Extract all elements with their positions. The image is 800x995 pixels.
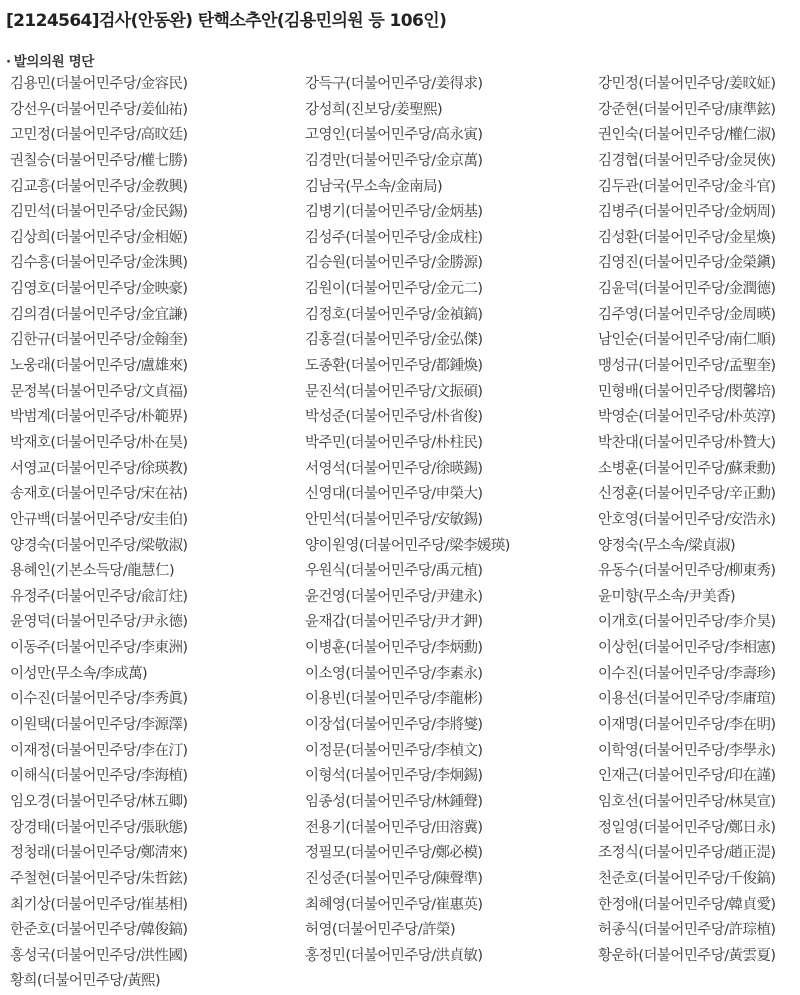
member-item: 주철현(더불어민주당/朱哲鉉) <box>10 870 188 887</box>
member-item: 김경협(더불어민주당/金炅俠) <box>598 152 776 169</box>
member-item: 안민석(더불어민주당/安敏錫) <box>305 511 483 528</box>
member-item: 소병훈(더불어민주당/蘇秉勳) <box>598 460 776 477</box>
member-item: 이원택(더불어민주당/李源澤) <box>10 717 188 734</box>
member-item: 김의겸(더불어민주당/金宜謙) <box>10 306 188 323</box>
member-item: 김성환(더불어민주당/金星煥) <box>598 229 776 246</box>
member-item: 김수흥(더불어민주당/金洙興) <box>10 255 188 272</box>
member-item: 이장섭(더불어민주당/李將燮) <box>305 717 483 734</box>
member-item: 안규백(더불어민주당/安圭伯) <box>10 511 188 528</box>
member-item: 한준호(더불어민주당/韓俊鎬) <box>10 922 188 939</box>
member-item: 이성만(무소속/李成萬) <box>10 665 148 682</box>
member-item: 장경태(더불어민주당/張耿態) <box>10 819 188 836</box>
member-item: 김한규(더불어민주당/金翰奎) <box>10 332 188 349</box>
member-item: 문정복(더불어민주당/文貞福) <box>10 383 188 400</box>
member-item: 이용빈(더불어민주당/李龍彬) <box>305 691 483 708</box>
member-item: 허종식(더불어민주당/許琮植) <box>598 922 776 939</box>
member-item: 권인숙(더불어민주당/權仁淑) <box>598 127 776 144</box>
member-item: 김상희(더불어민주당/金相姬) <box>10 229 188 246</box>
member-item: 이재명(더불어민주당/李在明) <box>598 717 776 734</box>
member-item: 최기상(더불어민주당/崔基相) <box>10 896 188 913</box>
member-item: 신정훈(더불어민주당/辛正勳) <box>598 486 776 503</box>
member-item: 이수진(더불어민주당/李壽珍) <box>598 665 776 682</box>
member-item: 박주민(더불어민주당/朴柱民) <box>305 434 483 451</box>
member-item: 도종환(더불어민주당/都鍾煥) <box>305 358 483 375</box>
member-item: 우원식(더불어민주당/禹元植) <box>305 563 483 580</box>
section-heading <box>6 50 94 70</box>
section-heading-label: 발의의원 명단 <box>13 54 94 70</box>
member-item: 김민석(더불어민주당/金民錫) <box>10 204 188 221</box>
member-item: 김경만(더불어민주당/金京萬) <box>305 152 483 169</box>
member-item: 용혜인(기본소득당/龍慧仁) <box>10 563 175 580</box>
member-item: 이소영(더불어민주당/李素永) <box>305 665 483 682</box>
member-item: 이용선(더불어민주당/李庸瑄) <box>598 691 776 708</box>
member-item: 양정숙(무소속/梁貞淑) <box>598 537 736 554</box>
member-item: 임오경(더불어민주당/林五卿) <box>10 793 188 810</box>
member-item: 김윤덕(더불어민주당/金潤德) <box>598 281 776 298</box>
member-item: 김영호(더불어민주당/金映豪) <box>10 281 188 298</box>
member-item: 송재호(더불어민주당/宋在祜) <box>10 486 188 503</box>
member-item: 박재호(더불어민주당/朴在昊) <box>10 434 188 451</box>
member-item: 박찬대(더불어민주당/朴贊大) <box>598 434 776 451</box>
member-item: 강준현(더불어민주당/康準鉉) <box>598 101 776 118</box>
member-item: 고영인(더불어민주당/高永寅) <box>305 127 483 144</box>
member-item: 김남국(무소속/金南局) <box>305 178 443 195</box>
member-item: 권칠승(더불어민주당/權七勝) <box>10 152 188 169</box>
member-item: 이정문(더불어민주당/李楨文) <box>305 742 483 759</box>
member-item: 양이원영(더불어민주당/梁李媛瑛) <box>305 537 510 554</box>
member-item: 강성희(진보당/姜聖熙) <box>305 101 443 118</box>
member-item: 박범계(더불어민주당/朴範界) <box>10 409 188 426</box>
member-item: 박영순(더불어민주당/朴英淳) <box>598 409 776 426</box>
member-item: 이해식(더불어민주당/李海植) <box>10 768 188 785</box>
member-item: 윤영덕(더불어민주당/尹永德) <box>10 614 188 631</box>
member-item: 김정호(더불어민주당/金禎鎬) <box>305 306 483 323</box>
member-item: 강선우(더불어민주당/姜仙祐) <box>10 101 188 118</box>
member-item: 홍정민(더불어민주당/洪貞敏) <box>305 947 483 964</box>
member-item: 김병주(더불어민주당/金炳周) <box>598 204 776 221</box>
member-item: 박성준(더불어민주당/朴省俊) <box>305 409 483 426</box>
member-item: 이학영(더불어민주당/李學永) <box>598 742 776 759</box>
member-item: 전용기(더불어민주당/田溶冀) <box>305 819 483 836</box>
member-item: 양경숙(더불어민주당/梁敬淑) <box>10 537 188 554</box>
member-item: 문진석(더불어민주당/文振碩) <box>305 383 483 400</box>
member-item: 황운하(더불어민주당/黃雲夏) <box>598 947 776 964</box>
member-item: 김주영(더불어민주당/金周暎) <box>598 306 776 323</box>
member-item: 이재정(더불어민주당/李在汀) <box>10 742 188 759</box>
member-item: 김교흥(더불어민주당/金敎興) <box>10 178 188 195</box>
member-item: 맹성규(더불어민주당/孟聖奎) <box>598 358 776 375</box>
member-item: 이병훈(더불어민주당/李炳勳) <box>305 640 483 657</box>
member-item: 이동주(더불어민주당/李東洲) <box>10 640 188 657</box>
member-item: 김성주(더불어민주당/金成柱) <box>305 229 483 246</box>
member-item: 최혜영(더불어민주당/崔惠英) <box>305 896 483 913</box>
member-item: 고민정(더불어민주당/高旼廷) <box>10 127 188 144</box>
member-item: 김병기(더불어민주당/金炳基) <box>305 204 483 221</box>
member-item: 서영석(더불어민주당/徐暎錫) <box>305 460 483 477</box>
member-item: 정필모(더불어민주당/鄭必模) <box>305 845 483 862</box>
member-item: 서영교(더불어민주당/徐瑛教) <box>10 460 188 477</box>
member-item: 홍성국(더불어민주당/洪性國) <box>10 947 188 964</box>
member-item: 김승원(더불어민주당/金勝源) <box>305 255 483 272</box>
member-item: 임호선(더불어민주당/林昊宣) <box>598 793 776 810</box>
member-item: 노웅래(더불어민주당/盧雄來) <box>10 358 188 375</box>
member-item: 천준호(더불어민주당/千俊鎬) <box>598 870 776 887</box>
member-item: 이개호(더불어민주당/李介昊) <box>598 614 776 631</box>
member-item: 윤미향(무소속/尹美香) <box>598 588 736 605</box>
member-item: 허영(더불어민주당/許榮) <box>305 922 456 939</box>
member-item: 유정주(더불어민주당/兪訂炷) <box>10 588 188 605</box>
member-item: 진성준(더불어민주당/陳聲準) <box>305 870 483 887</box>
member-item: 윤건영(더불어민주당/尹建永) <box>305 588 483 605</box>
member-item: 유동수(더불어민주당/柳東秀) <box>598 563 776 580</box>
member-item: 조정식(더불어민주당/趙正湜) <box>598 845 776 862</box>
member-item: 남인순(더불어민주당/南仁順) <box>598 332 776 349</box>
member-item: 강민정(더불어민주당/姜旼姃) <box>598 76 776 92</box>
member-item: 임종성(더불어민주당/林鍾聲) <box>305 793 483 810</box>
member-item: 인재근(더불어민주당/印在謹) <box>598 768 776 785</box>
member-item: 민형배(더불어민주당/閔馨培) <box>598 383 776 400</box>
member-item: 윤재갑(더불어민주당/尹才鉀) <box>305 614 483 631</box>
member-item: 황희(더불어민주당/黃熙) <box>10 973 161 990</box>
member-item: 안호영(더불어민주당/安浩永) <box>598 511 776 528</box>
bill-title: [2124564]검사(안동완) 탄핵소추안(김용민의원 등 106인) <box>6 11 447 31</box>
member-item: 김두관(더불어민주당/金斗官) <box>598 178 776 195</box>
member-item: 강득구(더불어민주당/姜得求) <box>305 76 483 92</box>
member-item: 한정애(더불어민주당/韓貞愛) <box>598 896 776 913</box>
member-list <box>10 72 800 995</box>
member-item: 김용민(더불어민주당/金容民) <box>10 76 188 92</box>
bullet-dot-icon: · <box>6 54 11 70</box>
member-item: 김영진(더불어민주당/金榮鎭) <box>598 255 776 272</box>
member-item: 김원이(더불어민주당/金元二) <box>305 281 483 298</box>
member-item: 정청래(더불어민주당/鄭淸來) <box>10 845 188 862</box>
member-item: 이형석(더불어민주당/李炯錫) <box>305 768 483 785</box>
member-item: 신영대(더불어민주당/申榮大) <box>305 486 483 503</box>
member-item: 이상헌(더불어민주당/李相憲) <box>598 640 776 657</box>
member-item: 이수진(더불어민주당/李秀眞) <box>10 691 188 708</box>
member-item: 정일영(더불어민주당/鄭日永) <box>598 819 776 836</box>
member-item: 김홍걸(더불어민주당/金弘傑) <box>305 332 483 349</box>
